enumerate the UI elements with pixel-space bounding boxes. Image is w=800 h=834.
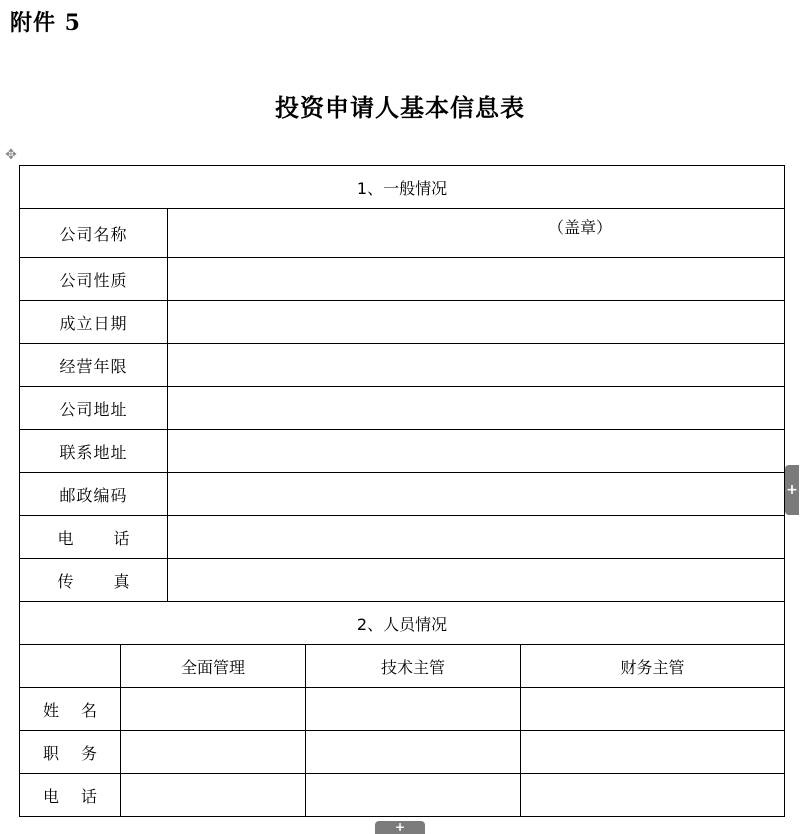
field-label: 公司名称 — [20, 209, 168, 258]
field-label — [20, 516, 168, 559]
row-label — [20, 774, 121, 817]
input-cell[interactable] — [306, 731, 521, 774]
postal-code-cell[interactable] — [168, 473, 785, 516]
table-row — [20, 731, 785, 774]
label-char: 职 — [42, 743, 59, 763]
column-header: 财务主管 — [521, 645, 785, 688]
table-row — [20, 258, 785, 301]
label-char: 话 — [81, 786, 98, 806]
input-cell[interactable] — [121, 774, 306, 817]
table-row — [20, 430, 785, 473]
add-row-icon[interactable]: + — [375, 821, 425, 834]
fax-cell[interactable] — [168, 559, 785, 602]
column-header: 技术主管 — [306, 645, 521, 688]
applicant-info-table — [19, 165, 785, 817]
operating-years-cell[interactable] — [168, 344, 785, 387]
row-label — [20, 688, 121, 731]
input-cell[interactable] — [121, 688, 306, 731]
field-label: 经营年限 — [20, 344, 168, 387]
section-row — [20, 602, 785, 645]
field-label: 公司地址 — [20, 387, 168, 430]
input-cell[interactable] — [306, 688, 521, 731]
section-heading: 2、人员情况 — [20, 602, 785, 645]
company-name-cell[interactable] — [168, 209, 785, 258]
contact-address-cell[interactable] — [168, 430, 785, 473]
phone-cell[interactable] — [168, 516, 785, 559]
label-char: 话 — [113, 528, 130, 548]
label-char: 姓 — [42, 700, 59, 720]
label-char: 电 — [57, 528, 74, 548]
company-type-cell[interactable] — [168, 258, 785, 301]
input-cell[interactable] — [121, 731, 306, 774]
field-label: 公司性质 — [20, 258, 168, 301]
section-row — [20, 166, 785, 209]
field-label: 联系地址 — [20, 430, 168, 473]
seal-placeholder: （盖章） — [548, 218, 613, 237]
input-cell[interactable] — [521, 774, 785, 817]
label-char: 务 — [81, 743, 98, 763]
table-row — [20, 645, 785, 688]
field-label — [20, 559, 168, 602]
field-label: 成立日期 — [20, 301, 168, 344]
corner-cell[interactable] — [20, 645, 121, 688]
table-row — [20, 559, 785, 602]
table-row — [20, 387, 785, 430]
row-label — [20, 731, 121, 774]
form-title: 投资申请人基本信息表 — [275, 93, 525, 122]
label-char: 名 — [81, 700, 98, 720]
table-row — [20, 774, 785, 817]
label-char: 传 — [57, 571, 74, 591]
label-char: 电 — [42, 786, 59, 806]
company-address-cell[interactable] — [168, 387, 785, 430]
field-label: 邮政编码 — [20, 473, 168, 516]
input-cell[interactable] — [306, 774, 521, 817]
table-row — [20, 209, 785, 258]
table-row — [20, 516, 785, 559]
table-row — [20, 688, 785, 731]
table-row — [20, 344, 785, 387]
table-move-handle-icon[interactable]: ✥ — [5, 147, 17, 163]
table-row — [20, 473, 785, 516]
table-row — [20, 301, 785, 344]
column-header: 全面管理 — [121, 645, 306, 688]
label-char: 真 — [113, 571, 130, 591]
attachment-label: 附件 5 — [10, 10, 81, 36]
input-cell[interactable] — [521, 688, 785, 731]
founding-date-cell[interactable] — [168, 301, 785, 344]
input-cell[interactable] — [521, 731, 785, 774]
add-column-icon[interactable]: + — [785, 465, 799, 515]
section-heading: 1、一般情况 — [20, 166, 785, 209]
